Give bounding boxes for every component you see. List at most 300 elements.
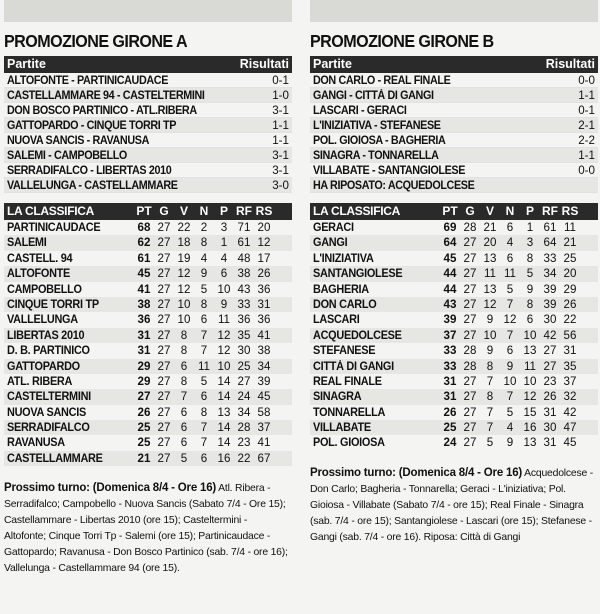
standings-team-cell xyxy=(313,435,440,450)
standings-team-cell xyxy=(7,235,134,250)
match-teams: VALLELUNGA - CASTELLAMMARE xyxy=(7,179,178,192)
standings-stat: 31 xyxy=(257,297,271,311)
standings-row xyxy=(310,359,598,374)
match-result: 2-2 xyxy=(578,134,595,147)
standings-stat: 37 xyxy=(443,328,457,342)
standings-stat: 36 xyxy=(237,313,251,327)
standings-stat: 37 xyxy=(563,374,577,388)
standings-stat: 8 xyxy=(200,236,208,250)
standings-team-cell xyxy=(7,266,134,281)
standings-stat: 26 xyxy=(443,405,457,419)
standings-table xyxy=(4,220,292,466)
standings-stat: 25 xyxy=(137,421,151,435)
match-result: 0-1 xyxy=(578,104,595,117)
standings-stat: 20 xyxy=(563,267,577,281)
match-row xyxy=(310,88,598,103)
standings-stat: 41 xyxy=(257,328,271,342)
standings-stat: 12 xyxy=(177,267,191,281)
standings-team-cell xyxy=(7,389,134,404)
standings-stat: 29 xyxy=(563,282,577,296)
match-row xyxy=(4,178,292,193)
standings-team: VILLABATE xyxy=(313,421,371,435)
standings-stat: 6 xyxy=(526,313,534,327)
standings-team: D. B. PARTINICO xyxy=(7,344,90,358)
standings-team: RAVANUSA xyxy=(7,436,65,450)
match-row xyxy=(310,73,598,88)
standings-stat: 24 xyxy=(237,390,251,404)
standings-stat: 8 xyxy=(180,374,188,388)
standings-team-cell xyxy=(313,266,440,281)
standings-col-n: N xyxy=(505,204,515,218)
standings-row xyxy=(4,266,292,281)
standings-stat: 26 xyxy=(137,405,151,419)
standings-stat: 7 xyxy=(180,390,188,404)
standings-stat: 27 xyxy=(157,421,171,435)
standings-stat: 36 xyxy=(257,282,271,296)
standings-stat: 11 xyxy=(217,313,231,327)
standings-row xyxy=(4,435,292,450)
standings-team-cell xyxy=(313,405,440,420)
standings-stat: 30 xyxy=(237,344,251,358)
standings-stat: 11 xyxy=(523,359,537,373)
standings-stat: 11 xyxy=(483,267,497,281)
standings-stat: 6 xyxy=(506,221,514,234)
standings-stat: 27 xyxy=(157,236,171,250)
match-row xyxy=(4,148,292,163)
standings-row xyxy=(310,312,598,327)
standings-team: BAGHERIA xyxy=(313,282,369,296)
match-result: 1-1 xyxy=(578,89,595,102)
standings-stat: 71 xyxy=(237,221,251,234)
match-teams: VILLABATE - SANTANGIOLESE xyxy=(313,164,466,177)
standings-team-cell xyxy=(313,251,440,266)
standings-stat: 67 xyxy=(257,451,271,465)
standings-team: POL. GIOIOSA xyxy=(313,436,385,450)
standings-stat: 25 xyxy=(137,436,151,450)
standings-stat: 34 xyxy=(237,405,251,419)
standings-team-cell xyxy=(7,220,134,235)
standings-team: CINQUE TORRI TP xyxy=(7,297,99,311)
standings-stat: 27 xyxy=(157,297,171,311)
standings-row xyxy=(310,343,598,358)
standings-stat: 3 xyxy=(526,236,534,250)
standings-stat: 2 xyxy=(200,221,208,234)
standings-team: CASTELTERMINI xyxy=(7,390,91,404)
standings-row xyxy=(4,389,292,404)
standings-stat: 31 xyxy=(543,405,557,419)
match-row xyxy=(4,73,292,88)
standings-stat: 9 xyxy=(486,313,494,327)
standings-row xyxy=(310,251,598,266)
standings-stat: 14 xyxy=(217,421,231,435)
standings-stat: 10 xyxy=(177,297,191,311)
standings-stat: 27 xyxy=(157,344,171,358)
match-teams: DON CARLO - REAL FINALE xyxy=(313,74,451,87)
standings-stat: 20 xyxy=(257,221,271,234)
match-teams: SALEMI - CAMPOBELLO xyxy=(7,149,127,162)
standings-stat: 42 xyxy=(543,328,557,342)
standings-team-cell xyxy=(313,312,440,327)
standings-stat: 10 xyxy=(217,359,231,373)
standings-stat: 1 xyxy=(220,236,228,250)
standings-stat: 12 xyxy=(523,390,537,404)
standings-team-cell xyxy=(7,297,134,312)
standings-team: L'INIZIATIVA xyxy=(313,251,374,265)
standings-stat: 16 xyxy=(523,421,537,435)
standings-stat: 7 xyxy=(200,328,208,342)
standings-row xyxy=(4,343,292,358)
match-result: 0-0 xyxy=(578,164,595,177)
standings-team: SANTANGIOLESE xyxy=(313,267,403,281)
standings-team: CASTELLAMMARE xyxy=(7,451,103,465)
standings-stat: 4 xyxy=(506,236,514,250)
standings-team: ALTOFONTE xyxy=(7,267,71,281)
standings-stat: 8 xyxy=(200,297,208,311)
match-teams: DON BOSCO PARTINICO - ATL.RIBERA xyxy=(7,104,197,117)
standings-stat: 30 xyxy=(543,421,557,435)
standings-col-rf: RF xyxy=(542,204,558,218)
match-row xyxy=(4,103,292,118)
standings-stat: 21 xyxy=(563,236,577,250)
standings-row xyxy=(310,420,598,435)
standings-team: STEFANESE xyxy=(313,344,376,358)
standings-stat: 27 xyxy=(157,451,171,465)
standings-col-g: G xyxy=(465,204,475,218)
standings-team-cell xyxy=(7,343,134,358)
standings-stat: 64 xyxy=(543,236,557,250)
standings-stat: 27 xyxy=(157,405,171,419)
standings-stat: 13 xyxy=(483,282,497,296)
standings-stat: 26 xyxy=(543,390,557,404)
standings-stat: 10 xyxy=(523,374,537,388)
match-row xyxy=(4,163,292,178)
standings-stat: 35 xyxy=(237,328,251,342)
standings-team: NUOVA SANCIS xyxy=(7,405,86,419)
standings-stat: 14 xyxy=(217,436,231,450)
standings-stat: 12 xyxy=(483,297,497,311)
standings-stat: 7 xyxy=(200,344,208,358)
next-round-text: Acquedolcese - Don Carlo; Bagheria - Tonnarella; Geraci - L'iniziativa; Pol. Gioiosa - Villabate (Sabato 7/4 - ore 15); Real Finale - Sinagra (sab. 7/4 - ore 15); Santangiolese - Lascari (ore 15); Stefanese - Gangi (sab. 7/4 - ore 16). Riposa: Città di Gangi xyxy=(310,467,593,543)
standings-team-cell xyxy=(313,235,440,250)
standings-stat: 62 xyxy=(137,236,151,250)
match-teams: SERRADIFALCO - LIBERTAS 2010 xyxy=(7,164,172,177)
standings-stat: 27 xyxy=(463,236,477,250)
standings-stat: 33 xyxy=(237,297,251,311)
matches-header-right: Risultati xyxy=(545,57,595,71)
standings-row xyxy=(4,297,292,312)
standings-stat: 37 xyxy=(257,421,271,435)
standings-stat: 6 xyxy=(180,421,188,435)
standings-stat: 4 xyxy=(506,421,514,435)
standings-stat: 24 xyxy=(443,436,457,450)
matches-list xyxy=(4,73,292,193)
standings-stat: 13 xyxy=(217,405,231,419)
match-row xyxy=(310,178,598,193)
standings-stat: 8 xyxy=(200,405,208,419)
standings-stat: 22 xyxy=(237,451,251,465)
standings-stat: 9 xyxy=(506,436,514,450)
standings-stat: 38 xyxy=(257,344,271,358)
standings-col-rs: RS xyxy=(255,204,273,218)
standings-stat: 28 xyxy=(463,221,477,234)
match-result: 2-1 xyxy=(578,119,595,132)
standings-stat: 10 xyxy=(523,328,537,342)
standings-stat: 41 xyxy=(137,282,151,296)
standings-stat: 12 xyxy=(257,236,271,250)
standings-team-cell xyxy=(313,374,440,389)
standings-stat: 10 xyxy=(503,374,517,388)
match-result: 3-1 xyxy=(272,149,289,162)
group-a-column xyxy=(4,0,292,577)
standings-stat: 27 xyxy=(157,313,171,327)
standings-stat: 42 xyxy=(563,405,577,419)
standings-stat: 16 xyxy=(217,451,231,465)
standings-team-cell xyxy=(7,374,134,389)
standings-team: SERRADIFALCO xyxy=(7,421,90,435)
match-result: 3-1 xyxy=(272,104,289,117)
match-teams: LASCARI - GERACI xyxy=(313,104,407,117)
standings-team: CASTELL. 94 xyxy=(7,251,73,265)
standings-row xyxy=(4,251,292,266)
standings-row xyxy=(4,359,292,374)
match-row xyxy=(310,133,598,148)
standings-stat: 36 xyxy=(137,313,151,327)
standings-team: TONNARELLA xyxy=(313,405,386,419)
match-result: 1-0 xyxy=(272,89,289,102)
standings-stat: 6 xyxy=(506,251,514,265)
standings-stat: 21 xyxy=(483,221,497,234)
standings-stat: 5 xyxy=(200,282,208,296)
match-teams: SINAGRA - TONNARELLA xyxy=(313,149,439,162)
standings-stat: 31 xyxy=(137,344,151,358)
match-row xyxy=(4,88,292,103)
standings-team: LIBERTAS 2010 xyxy=(7,328,85,342)
standings-stat: 18 xyxy=(177,236,191,250)
standings-stat: 25 xyxy=(237,359,251,373)
standings-stat: 39 xyxy=(543,282,557,296)
standings-stat: 27 xyxy=(463,390,477,404)
standings-stat: 6 xyxy=(200,313,208,327)
matches-header-right: Risultati xyxy=(239,57,289,71)
standings-stat: 27 xyxy=(157,328,171,342)
standings-row xyxy=(310,328,598,343)
standings-col-team: LA CLASSIFICA xyxy=(7,204,94,218)
standings-stat: 34 xyxy=(257,359,271,373)
standings-stat: 22 xyxy=(177,221,191,234)
standings-stat: 27 xyxy=(463,282,477,296)
group-b-column xyxy=(310,0,598,546)
standings-row xyxy=(4,405,292,420)
standings-stat: 11 xyxy=(563,221,577,234)
standings-table xyxy=(310,220,598,451)
match-teams: GATTOPARDO - CINQUE TORRI TP xyxy=(7,119,177,132)
standings-row xyxy=(4,235,292,250)
standings-stat: 7 xyxy=(200,436,208,450)
standings-stat: 29 xyxy=(137,359,151,373)
standings-stat: 1 xyxy=(526,221,534,234)
standings-team-cell xyxy=(7,359,134,374)
standings-col-rf: RF xyxy=(236,204,252,218)
match-row xyxy=(310,163,598,178)
standings-stat: 14 xyxy=(217,374,231,388)
standings-stat: 47 xyxy=(563,421,577,435)
standings-stat: 36 xyxy=(257,313,271,327)
standings-row xyxy=(4,451,292,466)
standings-stat: 12 xyxy=(503,313,517,327)
match-result: 3-1 xyxy=(272,164,289,177)
standings-stat: 27 xyxy=(543,344,557,358)
standings-header xyxy=(4,203,292,220)
standings-row xyxy=(4,282,292,297)
standings-stat: 5 xyxy=(200,374,208,388)
standings-team: SINAGRA xyxy=(313,390,362,404)
standings-team-cell xyxy=(313,220,440,235)
standings-stat: 8 xyxy=(526,251,534,265)
next-round-label: Prossimo turno: (Domenica 8/4 - Ore 16) xyxy=(4,482,217,495)
standings-stat: 29 xyxy=(137,374,151,388)
standings-team: ATL. RIBERA xyxy=(7,374,73,388)
match-result: 0-0 xyxy=(578,74,595,87)
standings-stat: 48 xyxy=(237,251,251,265)
standings-stat: 27 xyxy=(157,359,171,373)
standings-stat: 61 xyxy=(137,251,151,265)
standings-stat: 28 xyxy=(463,344,477,358)
standings-stat: 10 xyxy=(483,328,497,342)
match-teams: CASTELLAMMARE 94 - CASTELTERMINI xyxy=(7,89,205,102)
standings-col-pt: PT xyxy=(442,204,458,218)
standings-stat: 8 xyxy=(526,297,534,311)
standings-stat: 7 xyxy=(486,405,494,419)
match-row xyxy=(4,133,292,148)
standings-team: GERACI xyxy=(313,221,354,234)
standings-stat: 58 xyxy=(257,405,271,419)
standings-stat: 6 xyxy=(200,390,208,404)
match-teams: L'INIZIATIVA - STEFANESE xyxy=(313,119,441,132)
standings-header xyxy=(310,203,598,220)
matches-list xyxy=(310,73,598,193)
standings-stat: 31 xyxy=(543,436,557,450)
standings-stat: 5 xyxy=(526,267,534,281)
matches-header xyxy=(4,56,292,73)
group-title: PROMOZIONE GIRONE B xyxy=(310,31,494,51)
standings-stat: 8 xyxy=(486,390,494,404)
standings-stat: 11 xyxy=(503,267,517,281)
standings-team-cell xyxy=(313,343,440,358)
standings-team: REAL FINALE xyxy=(313,374,382,388)
standings-stat: 45 xyxy=(137,267,151,281)
standings-row xyxy=(4,374,292,389)
standings-stat: 11 xyxy=(197,359,211,373)
match-teams: POL. GIOIOSA - BAGHERIA xyxy=(313,134,446,147)
standings-team: PARTINICAUDACE xyxy=(7,221,101,234)
standings-stat: 43 xyxy=(443,297,457,311)
match-result: 0-1 xyxy=(272,74,289,87)
standings-stat: 27 xyxy=(157,251,171,265)
standings-stat: 14 xyxy=(217,390,231,404)
standings-row xyxy=(310,297,598,312)
match-result xyxy=(569,178,595,192)
standings-stat: 41 xyxy=(257,436,271,450)
standings-stat: 45 xyxy=(443,251,457,265)
standings-stat: 43 xyxy=(237,282,251,296)
standings-row xyxy=(310,405,598,420)
standings-team: GATTOPARDO xyxy=(7,359,80,373)
standings-stat: 27 xyxy=(463,251,477,265)
standings-stat: 27 xyxy=(157,390,171,404)
standings-stat: 7 xyxy=(200,421,208,435)
standings-col-team: LA CLASSIFICA xyxy=(313,204,400,218)
standings-stat: 35 xyxy=(563,359,577,373)
match-row xyxy=(310,118,598,133)
match-result: 1-1 xyxy=(272,134,289,147)
standings-stat: 27 xyxy=(157,282,171,296)
standings-stat: 13 xyxy=(523,436,537,450)
standings-stat: 8 xyxy=(486,359,494,373)
standings-row xyxy=(310,282,598,297)
standings-stat: 5 xyxy=(180,451,188,465)
standings-stat: 9 xyxy=(220,297,228,311)
standings-stat: 33 xyxy=(443,359,457,373)
standings-team: CITTÀ DI GANGI xyxy=(313,359,394,373)
standings-stat: 8 xyxy=(180,344,188,358)
standings-team-cell xyxy=(313,282,440,297)
group-title: PROMOZIONE GIRONE A xyxy=(4,31,188,51)
standings-stat: 27 xyxy=(463,436,477,450)
standings-stat: 13 xyxy=(523,344,537,358)
standings-row xyxy=(4,312,292,327)
match-row xyxy=(310,148,598,163)
standings-stat: 64 xyxy=(443,236,457,250)
standings-stat: 27 xyxy=(137,390,151,404)
standings-col-g: G xyxy=(159,204,169,218)
standings-stat: 39 xyxy=(543,297,557,311)
standings-stat: 9 xyxy=(200,267,208,281)
standings-stat: 10 xyxy=(177,313,191,327)
standings-row xyxy=(4,220,292,235)
standings-stat: 27 xyxy=(157,267,171,281)
standings-stat: 4 xyxy=(200,251,208,265)
standings-stat: 38 xyxy=(137,297,151,311)
standings-stat: 6 xyxy=(200,451,208,465)
standings-stat: 5 xyxy=(506,405,514,419)
match-teams: ALTOFONTE - PARTINICAUDACE xyxy=(7,74,169,87)
standings-team: GANGI xyxy=(313,236,348,250)
standings-stat: 20 xyxy=(483,236,497,250)
standings-stat: 44 xyxy=(443,282,457,296)
standings-stat: 69 xyxy=(443,221,457,234)
standings-stat: 38 xyxy=(237,267,251,281)
standings-stat: 6 xyxy=(506,344,514,358)
standings-stat: 25 xyxy=(563,251,577,265)
match-result: 3-0 xyxy=(272,179,289,192)
standings-col-n: N xyxy=(199,204,209,218)
standings-team-cell xyxy=(7,328,134,343)
standings-stat: 26 xyxy=(563,297,577,311)
top-banner xyxy=(310,0,598,22)
standings-stat: 19 xyxy=(177,251,191,265)
matches-header-left: Partite xyxy=(7,57,46,71)
standings-stat: 5 xyxy=(506,282,514,296)
standings-team-cell xyxy=(7,420,134,435)
standings-team: LASCARI xyxy=(313,313,360,327)
standings-stat: 61 xyxy=(237,236,251,250)
standings-stat: 10 xyxy=(217,282,231,296)
standings-team-cell xyxy=(313,328,440,343)
match-teams: NUOVA SANCIS - RAVANUSA xyxy=(7,134,149,147)
standings-stat: 3 xyxy=(220,221,228,234)
standings-team-cell xyxy=(7,312,134,327)
standings-stat: 17 xyxy=(257,251,271,265)
